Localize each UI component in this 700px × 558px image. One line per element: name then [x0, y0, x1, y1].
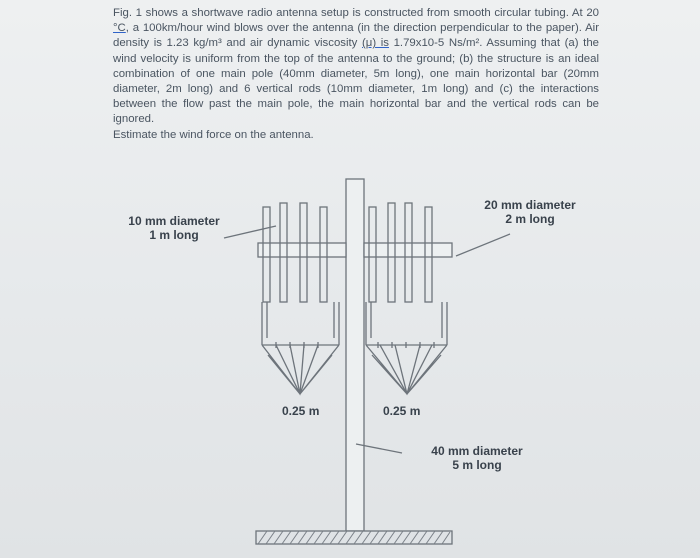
fan-lines	[366, 345, 447, 394]
pole-length-text: 5 m long	[452, 458, 502, 472]
text-run: , a 100km/hour wind blows over the antenna (in the direction perpendicular to the paper). Air density is 1.23 kg/m³ and air dynamic viscosity	[113, 22, 599, 50]
pole-label	[424, 444, 530, 472]
rod-hanger	[371, 302, 442, 338]
leader-line	[224, 226, 276, 238]
bar-length-text: 2 m long	[505, 212, 555, 226]
rod-length-text: 1 m long	[149, 228, 199, 242]
rod-hanger	[366, 302, 447, 345]
spacing-label-left: 0.25 m	[282, 404, 320, 418]
temperature-unit: °C	[113, 22, 126, 35]
spacing-label-right: 0.25 m	[383, 404, 421, 418]
fan-lines	[262, 345, 339, 394]
bar-diameter-text: 20 mm diameter	[484, 198, 576, 212]
horizontal-bar-right	[364, 243, 452, 257]
bar-label	[476, 198, 584, 226]
viscosity-symbol: (μ) is	[361, 37, 389, 50]
pole-diameter-text: 40 mm diameter	[431, 444, 523, 458]
rod-hanger	[262, 302, 339, 345]
question-line: Estimate the wind force on the antenna.	[113, 128, 314, 141]
leader-line	[456, 234, 510, 256]
rod-diameter-text: 10 mm diameter	[128, 214, 220, 228]
main-pole	[346, 179, 364, 531]
text-run: 1.79x10-5 Ns/m². Assuming that (a) the wind velocity is uniform from the top of the antenna to the ground; (b) the structure is an ideal combination of one main pole (40mm diameter, 5m long), one main horizontal bar (20mm diameter, 2m long) and 6 vertical rods (10mm diameter, 1m long) and (c) the interactions between the flow past the main pole, the main horizontal bar and the vertical rods can be ignored.	[113, 37, 599, 126]
rod-label	[120, 214, 228, 242]
rod-hanger	[267, 302, 334, 338]
horizontal-bar-left	[258, 243, 346, 257]
text-run: Fig. 1 shows a shortwave radio antenna setup is constructed from smooth circular tubing. At 20	[113, 7, 599, 19]
